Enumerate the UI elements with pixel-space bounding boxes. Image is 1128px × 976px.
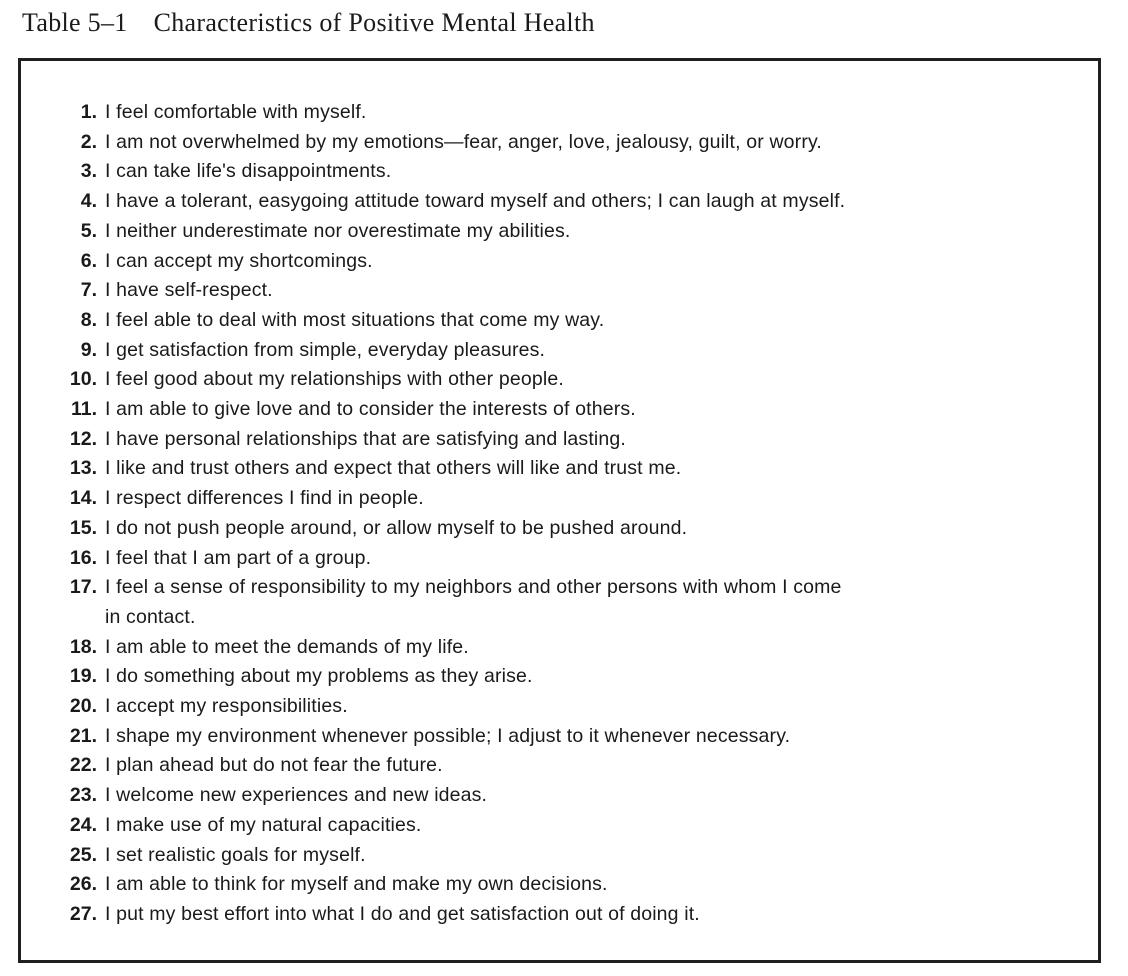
item-number: 15. [69, 516, 97, 539]
item-number: 19. [69, 665, 97, 688]
item-number: 4. [80, 190, 97, 213]
item-number: 17. [69, 576, 97, 599]
characteristics-list [21, 98, 1098, 930]
table-box [18, 58, 1101, 963]
item-number: 2. [80, 130, 97, 153]
item-number: 6. [80, 249, 97, 272]
list-item [21, 217, 1098, 247]
table-title [22, 8, 595, 38]
item-number: 9. [80, 338, 97, 361]
list-item [21, 306, 1098, 336]
item-number: 16. [69, 546, 97, 569]
item-text: I am not overwhelmed by my emotions—fear, anger, love, jealousy, guilt, or worry. [105, 130, 822, 153]
item-number: 7. [80, 279, 97, 302]
list-item [21, 841, 1098, 871]
list-item [21, 187, 1098, 217]
list-item [21, 128, 1098, 158]
list-item [21, 425, 1098, 455]
list-item [21, 662, 1098, 692]
item-text: I feel comfortable with myself. [105, 101, 367, 123]
item-number: 26. [69, 873, 97, 896]
item-text: I like and trust others and expect that others will like and trust me. [105, 457, 682, 480]
item-text: I have personal relationships that are satisfying and lasting. [105, 427, 626, 450]
item-number: 12. [69, 427, 97, 450]
item-number: 22. [69, 754, 97, 777]
list-item [21, 514, 1098, 544]
list-item [21, 98, 1098, 128]
item-number: 24. [69, 813, 97, 836]
list-item [21, 454, 1098, 484]
list-item [21, 544, 1098, 574]
item-text: I welcome new experiences and new ideas. [105, 784, 488, 807]
item-number: 20. [69, 695, 97, 718]
item-text: I feel that I am part of a group. [105, 546, 372, 569]
item-number: 1. [80, 101, 97, 123]
item-text: I get satisfaction from simple, everyday pleasures. [105, 338, 546, 361]
list-item [21, 573, 1098, 632]
list-item [21, 276, 1098, 306]
item-text: I feel able to deal with most situations that come my way. [105, 308, 605, 331]
item-text: I put my best effort into what I do and get satisfaction out of doing it. [105, 902, 700, 925]
list-item [21, 247, 1098, 277]
item-text: I plan ahead but do not fear the future. [105, 754, 443, 777]
item-text: I am able to think for myself and make my own decisions. [105, 873, 608, 896]
list-item [21, 395, 1098, 425]
item-text: I respect differences I find in people. [105, 487, 424, 510]
list-item [21, 365, 1098, 395]
item-text: I set realistic goals for myself. [105, 843, 366, 866]
item-text: I neither underestimate nor overestimate my abilities. [105, 219, 571, 242]
list-item [21, 781, 1098, 811]
item-text: I shape my environment whenever possible; I adjust to it whenever necessary. [105, 724, 791, 747]
item-text: I feel good about my relationships with other people. [105, 368, 564, 391]
list-item [21, 751, 1098, 781]
list-item [21, 811, 1098, 841]
item-text: I am able to give love and to consider the interests of others. [105, 398, 636, 421]
item-number: 3. [80, 160, 97, 183]
item-text: I can take life's disappointments. [105, 160, 392, 183]
item-text: I feel a sense of responsibility to my neighbors and other persons with whom I come in contact. [105, 576, 842, 628]
table-number: Table 5–1 [22, 8, 128, 37]
item-number: 21. [69, 724, 97, 747]
item-number: 11. [70, 398, 97, 421]
list-item [21, 484, 1098, 514]
item-text: I make use of my natural capacities. [105, 813, 422, 836]
item-number: 5. [80, 219, 97, 242]
item-number: 27. [69, 902, 97, 925]
item-text: I do something about my problems as they arise. [105, 665, 533, 688]
list-item [21, 722, 1098, 752]
list-item [21, 157, 1098, 187]
item-text: I have self-respect. [105, 279, 273, 302]
table-title-text: Characteristics of Positive Mental Health [153, 8, 595, 37]
item-number: 13. [69, 457, 97, 480]
list-item [21, 692, 1098, 722]
item-text: I do not push people around, or allow myself to be pushed around. [105, 516, 688, 539]
item-number: 10. [69, 368, 97, 391]
list-item [21, 900, 1098, 930]
item-text: I have a tolerant, easygoing attitude toward myself and others; I can laugh at myself. [105, 190, 846, 213]
list-item [21, 870, 1098, 900]
item-text: I am able to meet the demands of my life. [105, 635, 469, 658]
item-number: 14. [69, 487, 97, 510]
list-item [21, 336, 1098, 366]
item-number: 23. [69, 784, 97, 807]
item-number: 18. [69, 635, 97, 658]
item-text: I can accept my shortcomings. [105, 249, 373, 272]
item-number: 25. [69, 843, 97, 866]
list-item [21, 633, 1098, 663]
item-text: I accept my responsibilities. [105, 695, 348, 718]
item-number: 8. [80, 308, 97, 331]
